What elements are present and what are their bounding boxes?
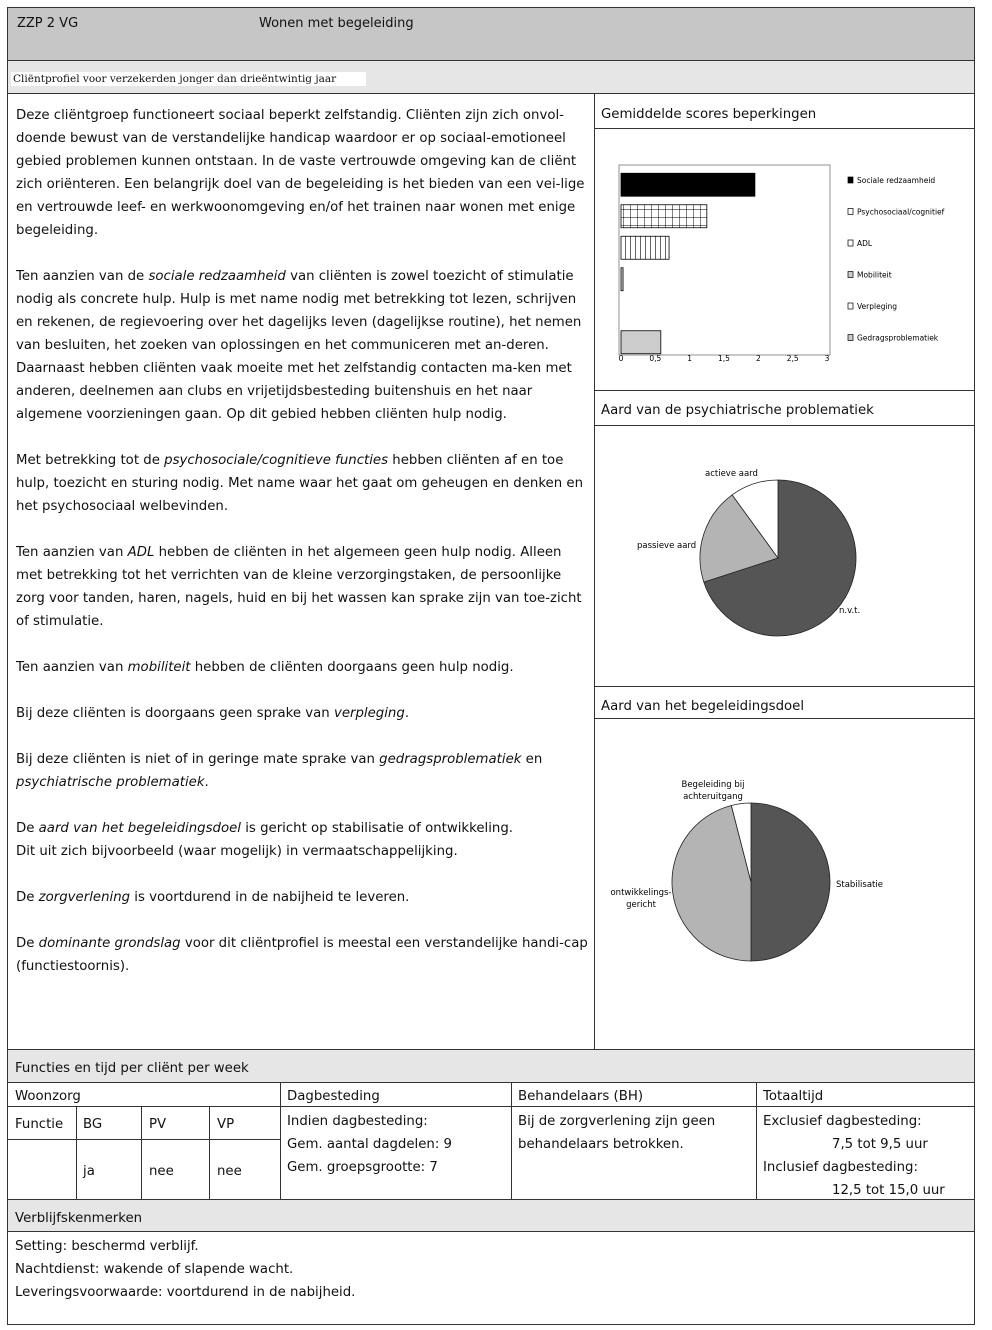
behandelaars-header: Behandelaars (BH) <box>518 1089 644 1104</box>
behandelaars-line: behandelaars betrokken. <box>518 1137 684 1152</box>
goal-chart-title: Aard van het begeleidingsdoel <box>601 699 805 714</box>
paragraph: Bij deze cliënten is doorgaans geen sprake van verpleging. <box>16 706 410 721</box>
paragraph: Met betrekking tot de psychosociale/cognitieve functies hebben cliënten af en toe hulp, toezicht en sturing nodig. Met name waar het gaat om geheugen en denken en het psychosociaal welbevinden. <box>16 453 583 514</box>
bar-chart-title: Gemiddelde scores beperkingen <box>601 107 817 122</box>
pie-label: achteruitgang <box>683 792 743 802</box>
dagbesteding-line: Gem. aantal dagdelen: 9 <box>287 1137 453 1152</box>
functie-label: Functie <box>15 1117 64 1132</box>
col-divider <box>76 1106 77 1199</box>
legend-label: Gedragsproblematiek <box>857 333 939 343</box>
verblijf-line: Nachtdienst: wakende of slapende wacht. <box>15 1262 294 1277</box>
bar-chart <box>595 129 974 390</box>
paragraph: De aard van het begeleidingsdoel is gericht op stabilisatie of ontwikkeling. Dit uit zich bijvoorbeeld (waar mogelijk) in vermaatschappelijking. <box>16 821 514 859</box>
description-text <box>16 104 590 1001</box>
verblijf-header <box>8 1200 974 1231</box>
pv-value: nee <box>149 1164 174 1179</box>
client-profile-label: Cliëntprofiel voor verzekerden jonger dan drieëntwintig jaar <box>11 72 366 86</box>
col-divider <box>280 1082 281 1199</box>
paragraph: Deze cliëntgroep functioneert sociaal beperkt zelfstandig. Cliënten zijn zich onvol-doende bewust van de verstandelijke handicap waardoor er op sociaal-emotioneel gebied problemen kunnen ontstaan. In de vaste vertrouwde omgeving kan de cliënt zich oriënteren. Een belangrijk doel van de begeleiding is het bieden van een vei-lige en vertrouwde leef- en werkwoonomgeving en/of het trainen naar wonen met enige begeleiding. <box>16 108 585 238</box>
legend-swatch <box>848 303 853 309</box>
totaaltijd-value: 12,5 tot 15,0 uur <box>832 1183 945 1198</box>
pie-label: Begeleiding bij <box>681 780 745 790</box>
sub-header <box>8 61 974 94</box>
legend-label: Psychosociaal/cognitief <box>857 207 945 217</box>
legend-swatch <box>848 272 853 278</box>
functies-title: Functies en tijd per cliënt per week <box>15 1061 249 1076</box>
paragraph: Ten aanzien van mobiliteit hebben de cliënten doorgaans geen hulp nodig. <box>16 660 514 675</box>
pie-label: Stabilisatie <box>836 880 883 890</box>
dagbesteding-header: Dagbesteding <box>287 1089 380 1104</box>
legend-swatch <box>848 335 853 341</box>
bar <box>621 173 755 196</box>
vp-value: nee <box>217 1164 242 1179</box>
dagbesteding-line: Gem. groepsgrootte: 7 <box>287 1160 438 1175</box>
pie-label: n.v.t. <box>839 606 861 616</box>
vp-label: VP <box>217 1117 235 1132</box>
verblijf-line: Leveringsvoorwaarde: voortdurend in de nabijheid. <box>15 1285 356 1300</box>
totaaltijd-value: 7,5 tot 9,5 uur <box>832 1137 928 1152</box>
paragraph: Ten aanzien van ADL hebben de cliënten in het algemeen geen hulp nodig. Alleen met betrekking tot het verrichten van de kleine verzorgingstaken, de persoonlijke zorg voor tanden, haren, nagels, huid en bij het wassen kan sprake zijn van toe-zicht of stimulatie. <box>16 545 582 629</box>
x-tick-label: 0,5 <box>649 354 662 363</box>
profile-code: ZZP 2 VG <box>17 16 79 31</box>
divider <box>8 1082 974 1083</box>
goal-pie-chart <box>595 719 974 1049</box>
behandelaars-line: Bij de zorgverlening zijn geen <box>518 1114 716 1129</box>
pv-label: PV <box>149 1117 167 1132</box>
legend-label: Mobiliteit <box>857 270 892 280</box>
x-tick-label: 3 <box>824 354 830 363</box>
col-divider <box>756 1082 757 1199</box>
divider <box>8 1231 974 1232</box>
totaaltijd-header: Totaaltijd <box>763 1089 824 1104</box>
col-divider <box>209 1106 210 1199</box>
x-tick-label: 0 <box>618 354 624 363</box>
dagbesteding-line: Indien dagbesteding: <box>287 1114 428 1129</box>
col-divider <box>511 1082 512 1199</box>
x-tick-label: 1,5 <box>718 354 730 363</box>
x-tick-label: 1 <box>687 354 693 363</box>
divider <box>595 686 974 687</box>
verblijf-line: Setting: beschermd verblijf. <box>15 1239 199 1254</box>
psychiatric-chart-title: Aard van de psychiatrische problematiek <box>601 403 874 418</box>
functies-header <box>8 1050 974 1082</box>
page-header <box>8 8 974 61</box>
pie-slice <box>751 803 830 961</box>
x-tick-label: 2,5 <box>786 354 799 363</box>
bg-label: BG <box>83 1117 103 1132</box>
psychiatric-pie-chart <box>595 426 974 686</box>
pie-label: passieve aard <box>637 541 697 551</box>
profile-title: Wonen met begeleiding <box>259 16 414 31</box>
paragraph: De dominante grondslag voor dit cliëntprofiel is meestal een verstandelijke handi-cap (functiestoornis). <box>16 936 588 974</box>
legend-label: ADL <box>857 239 873 248</box>
bar <box>621 205 707 228</box>
legend-label: Sociale redzaamheid <box>857 176 936 185</box>
pie-label: ontwikkelings- <box>610 888 672 898</box>
pie-label: actieve aard <box>705 469 758 479</box>
bar <box>621 268 623 291</box>
legend-swatch <box>848 177 853 183</box>
divider <box>8 1106 974 1107</box>
x-tick-label: 2 <box>755 354 761 363</box>
totaaltijd-line: Exclusief dagbesteding: <box>763 1114 922 1129</box>
woonzorg-header: Woonzorg <box>15 1089 81 1104</box>
totaaltijd-line: Inclusief dagbesteding: <box>763 1160 918 1175</box>
bar <box>621 331 661 354</box>
bg-value: ja <box>83 1164 95 1179</box>
bar <box>621 236 669 259</box>
paragraph: Ten aanzien van de sociale redzaamheid van cliënten is zowel toezicht of stimulatie nodig als concrete hulp. Hulp is met name nodig met betrekking tot lezen, schrijven en rekenen, de regievoering over het dagelijks leven (dagelijkse routine), het nemen van besluiten, het zoeken van oplossingen en het communiceren met an-deren. Daarnaast hebben cliënten vaak moeite met het zelfstandig contacten ma-ken met anderen, deelnemen aan clubs en vrijetijdsbesteding buitenshuis en het naar algemene voorzieningen gaan. Op dit gebied hebben cliënten hulp nodig. <box>16 269 582 422</box>
divider <box>8 1139 280 1140</box>
col-divider <box>141 1106 142 1199</box>
pie-label: gericht <box>626 900 656 910</box>
paragraph: Bij deze cliënten is niet of in geringe mate sprake van gedragsproblematiek en psychiatrische problematiek. <box>16 752 543 790</box>
verblijf-title: Verblijfskenmerken <box>15 1211 143 1226</box>
paragraph: De zorgverlening is voortdurend in de nabijheid te leveren. <box>16 890 410 905</box>
legend-label: Verpleging <box>857 302 898 311</box>
divider <box>595 390 974 391</box>
legend-swatch <box>848 240 853 246</box>
legend-swatch <box>848 209 853 215</box>
